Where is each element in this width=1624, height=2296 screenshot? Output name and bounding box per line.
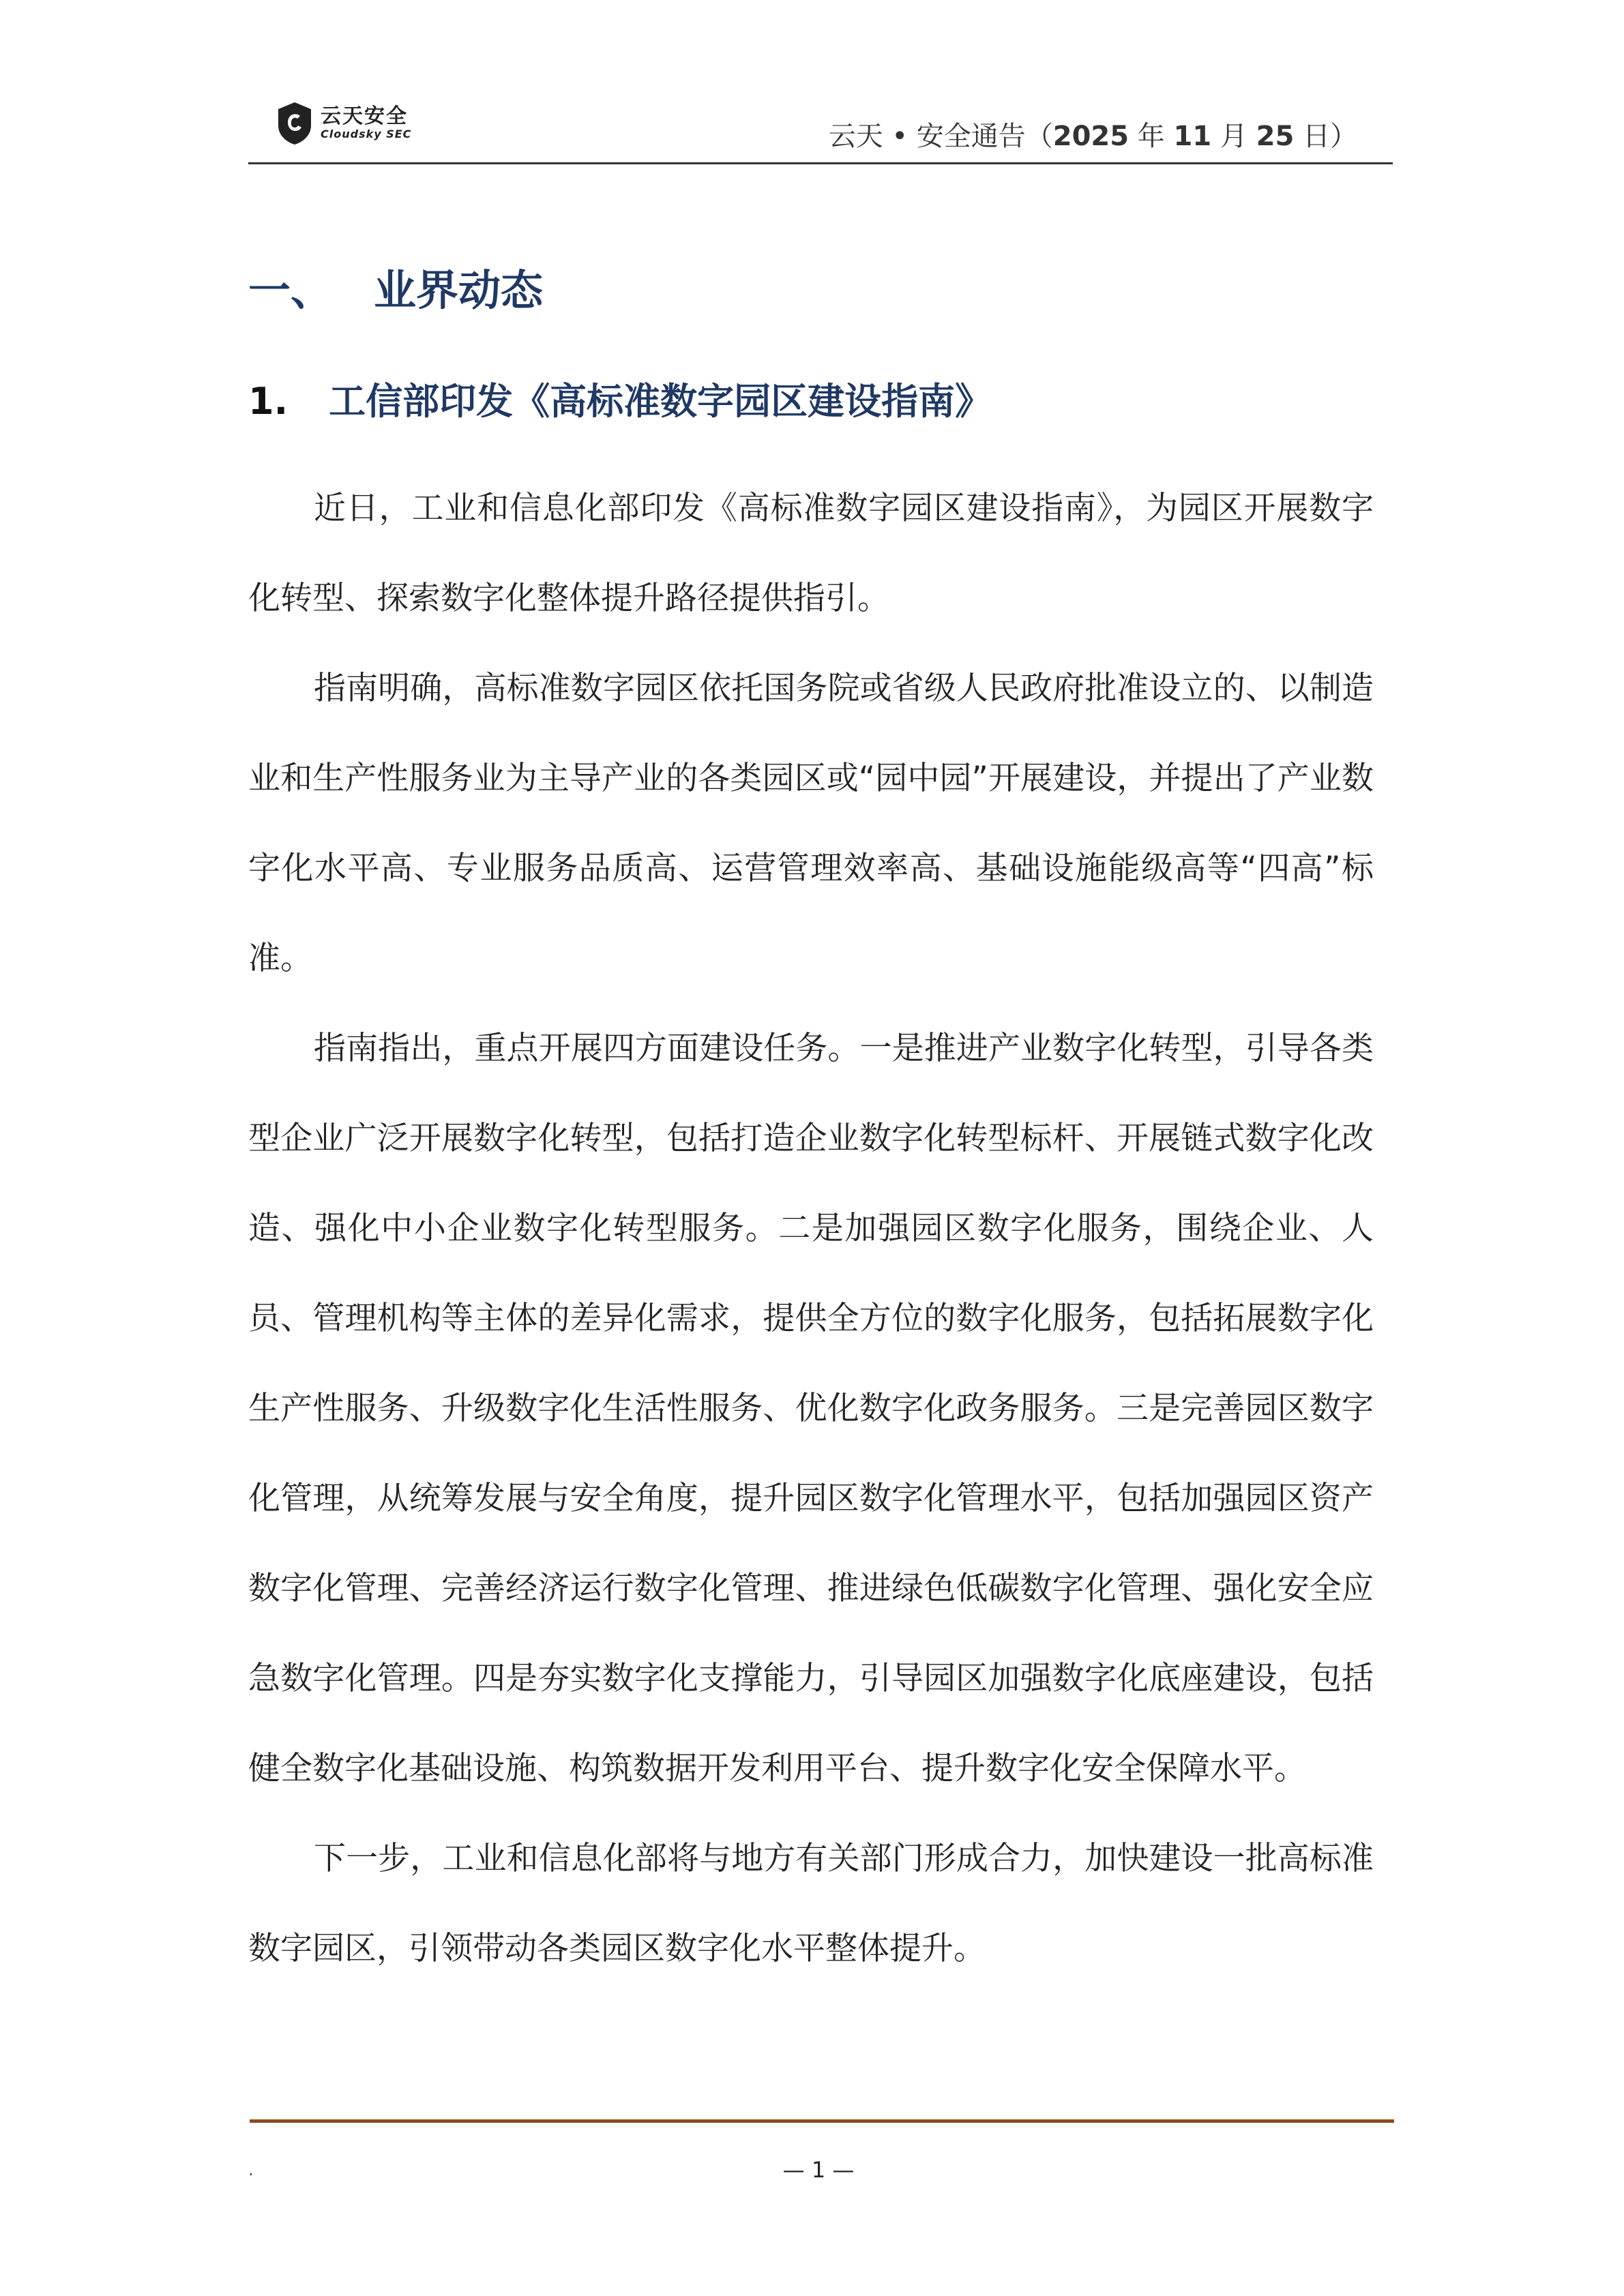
bulletin-day: 25: [1256, 121, 1295, 152]
article-number: 1.: [248, 380, 289, 423]
section-title: 业界动态: [374, 265, 544, 315]
bulletin-title-prefix: 云天 • 安全通告（: [828, 121, 1053, 152]
logo-chinese-name: 云天安全: [321, 104, 408, 128]
logo-english-name: Cloudsky SEC: [321, 128, 412, 140]
section-number: 一、: [248, 265, 334, 315]
shield-logo-icon: [276, 101, 314, 146]
logo-text: [321, 106, 411, 141]
footer-divider: [250, 2119, 1394, 2123]
article-heading: [248, 376, 992, 427]
footer-dot: .: [248, 2160, 254, 2179]
bulletin-day-unit: 日）: [1294, 121, 1357, 152]
page-header: [248, 95, 1393, 164]
bulletin-year-unit: 年: [1129, 121, 1174, 152]
company-logo: [276, 100, 411, 147]
article-body: [248, 464, 1374, 1994]
bulletin-year: 2025: [1052, 121, 1130, 152]
paragraph: 指南明确，高标准数字园区依托国务院或省级人民政府批准设立的、以制造业和生产性服务业为主导产业的各类园区或“园中园”开展建设，并提出了产业数字化水平高、专业服务品质高、运营管理效率高、基础设施能级高等“四高”标准。: [248, 670, 1374, 977]
section-heading: [248, 263, 543, 318]
bulletin-month: 11: [1173, 121, 1212, 152]
paragraph: 下一步，工业和信息化部将与地方有关部门形成合力，加快建设一批高标准数字园区，引领带动各类园区数字化水平整体提升。: [248, 1840, 1374, 1967]
article-title: 工信部印发《高标准数字园区建设指南》: [329, 380, 992, 423]
bulletin-title: [829, 119, 1357, 154]
paragraph: 近日，工业和信息化部印发《高标准数字园区建设指南》，为园区开展数字化转型、探索数字化整体提升路径提供指引。: [248, 490, 1374, 617]
paragraph: 指南指出，重点开展四方面建设任务。一是推进产业数字化转型，引导各类型企业广泛开展数字化转型，包括打造企业数字化转型标杆、开展链式数字化改造、强化中小企业数字化转型服务。二是加强园区数字化服务，围绕企业、人员、管理机构等主体的差异化需求，提供全方位的数字化服务，包括拓展数字化生产性服务、升级数字化生活性服务、优化数字化政务服务。三是完善园区数字化管理，从统筹发展与安全角度，提升园区数字化管理水平，包括加强园区资产数字化管理、完善经济运行数字化管理、推进绿色低碳数字化管理、强化安全应急数字化管理。四是夯实数字化支撑能力，引导园区加强数字化底座建设，包括健全数字化基础设施、构筑数据开发利用平台、提升数字化安全保障水平。: [248, 1030, 1374, 1787]
bulletin-month-unit: 月: [1211, 121, 1256, 152]
page-number: — 1 —: [782, 2157, 855, 2183]
